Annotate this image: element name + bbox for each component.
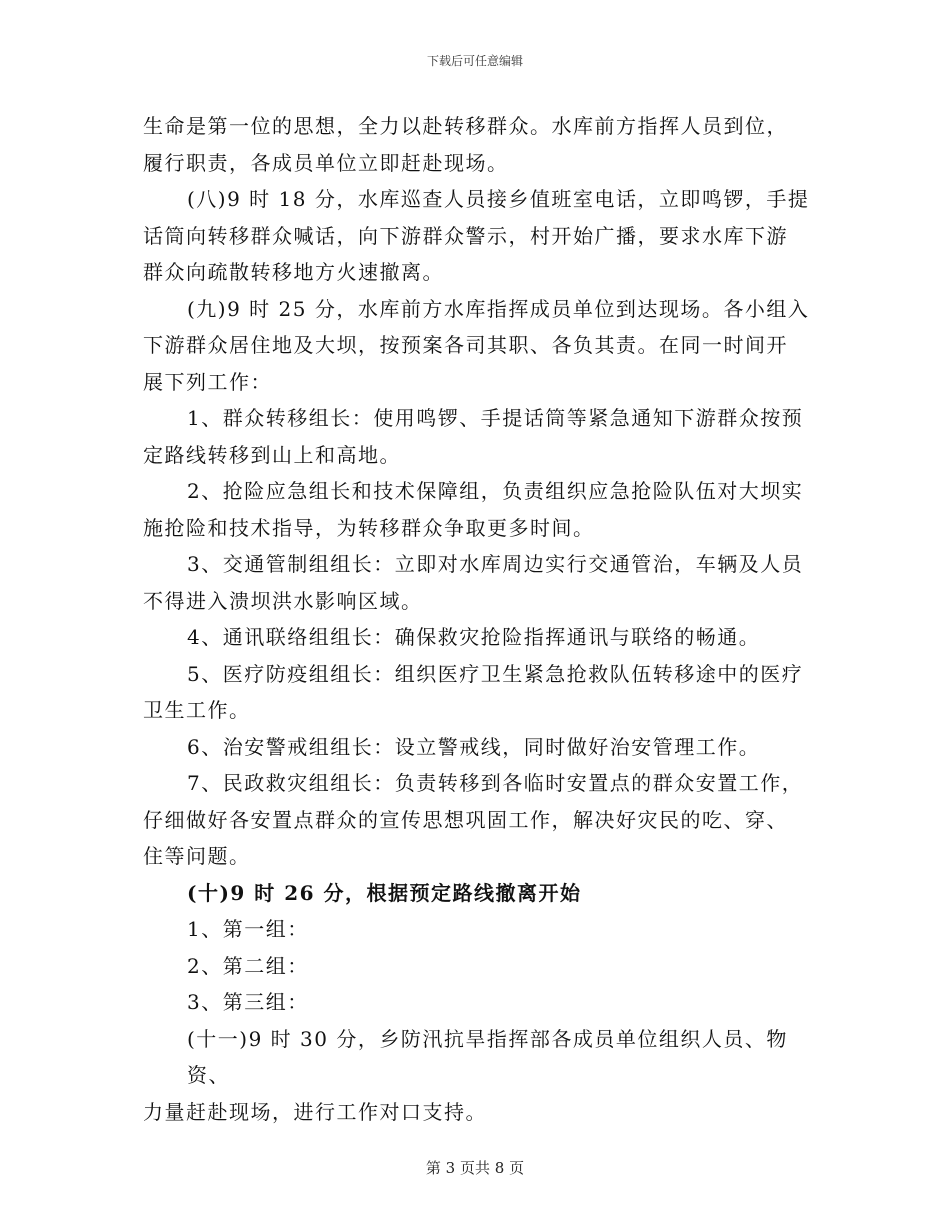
- paragraph-10: [143, 765, 813, 875]
- paragraph-5: [143, 473, 813, 546]
- text-line: (十一)9 时 30 分，乡防汛抗旱指挥部各成员单位组织人员、物资、: [187, 1026, 788, 1087]
- text-line: 下游群众居住地及大坝，按预案各司其职、各负其责。在同一时间开: [143, 333, 788, 357]
- page-header: 下载后可任意编辑: [426, 54, 523, 68]
- paragraph-1: [143, 108, 813, 181]
- text-line: 2、抢险应急组长和技术保障组，负责组织应急抢险队伍对大坝实: [187, 479, 804, 503]
- text-line: 展下列工作：: [143, 369, 272, 394]
- text-line: 定路线转移到山上和高地。: [143, 442, 401, 467]
- text-line: 7、民政救灾组组长：负责转移到各临时安置点的群众安置工作，: [187, 771, 804, 795]
- text-line: 群众向疏散转移地方火速撤离。: [143, 260, 444, 284]
- paragraph-15: [143, 1021, 813, 1131]
- paragraph-7: [143, 619, 813, 656]
- paragraph-3: [143, 291, 813, 401]
- text-line: 2、第二组：: [187, 953, 309, 978]
- paragraph-13: [143, 948, 813, 985]
- text-line: 3、第三组：: [187, 990, 309, 1014]
- page-footer: 第 3 页共 8 页: [425, 1159, 525, 1177]
- text-line: (十)9 时 26 分，根据预定路线撤离开始: [187, 880, 582, 905]
- text-line: 3、交通管制组组长：立即对水库周边实行交通管治，车辆及人员: [187, 552, 804, 576]
- text-line: 施抢险和技术指导，为转移群众争取更多时间。: [143, 515, 595, 540]
- text-line: 4、通讯联络组组长：确保救灾抢险指挥通讯与联络的畅通。: [187, 625, 761, 649]
- text-line: 1、第一组：: [187, 917, 309, 941]
- text-line: (九)9 时 25 分，水库前方水库指挥成员单位到达现场。各小组入: [187, 296, 810, 321]
- paragraph-11-heading: [143, 875, 813, 912]
- paragraph-14: [143, 984, 813, 1021]
- document-body: [143, 108, 813, 1130]
- paragraph-12: [143, 911, 813, 948]
- text-line: 卫生工作。: [143, 698, 251, 722]
- text-line: 1、群众转移组长：使用鸣锣、手提话筒等紧急通知下游群众按预: [187, 406, 804, 430]
- paragraph-9: [143, 729, 813, 766]
- paragraph-6: [143, 546, 813, 619]
- text-line: 力量赶赴现场，进行工作对口支持。: [143, 1099, 487, 1124]
- text-line: 不得进入溃坝洪水影响区域。: [143, 588, 423, 613]
- text-line: 履行职责，各成员单位立即赶赴现场。: [143, 150, 509, 175]
- text-line: 5、医疗防疫组组长：组织医疗卫生紧急抢救队伍转移途中的医疗: [187, 661, 804, 686]
- text-line: 生命是第一位的思想，全力以赴转移群众。水库前方指挥人员到位，: [143, 114, 788, 138]
- paragraph-8: [143, 656, 813, 729]
- text-line: (八)9 时 18 分，水库巡查人员接乡值班室电话，立即鸣锣，手提: [187, 187, 810, 211]
- text-line: 住等问题。: [143, 844, 251, 868]
- text-line: 话筒向转移群众喊话，向下游群众警示，村开始广播，要求水库下游: [143, 223, 788, 248]
- paragraph-2: [143, 181, 813, 291]
- paragraph-4: [143, 400, 813, 473]
- text-line: 仔细做好各安置点群众的宣传思想巩固工作，解决好灾民的吃、穿、: [143, 807, 788, 832]
- text-line: 6、治安警戒组组长：设立警戒线，同时做好治安管理工作。: [187, 734, 761, 759]
